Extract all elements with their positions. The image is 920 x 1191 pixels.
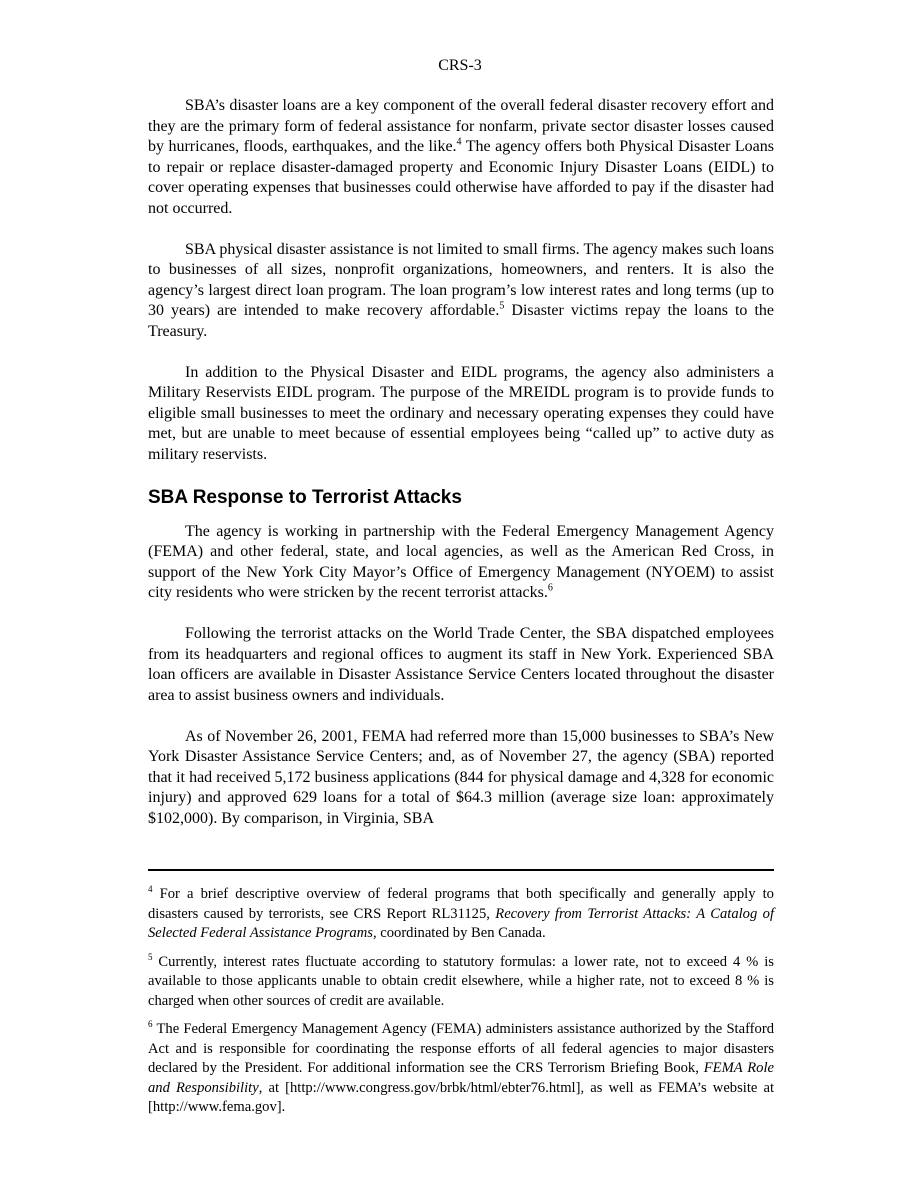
paragraph: Following the terrorist attacks on the World Trade Center, the SBA dispatched employees from its headquarters and regional offices to augment its staff in New York. Experienced SBA loan officers are available in Disaster Assistance Service Centers located throughout the disaster area to assist business owners and individuals.	[148, 625, 774, 704]
footnote-number: 6	[148, 1019, 153, 1030]
footnote-ref[interactable]: 5	[499, 300, 505, 312]
footnotes	[148, 885, 774, 1127]
paragraph: SBA physical disaster assistance is not limited to small firms. The agency makes such loans to businesses of all sizes, nonprofit organizations, homeowners, and renters. It is also the agency’s largest direct loan program. The loan program’s low interest rates and long terms (up to 30 years) are intended to make recovery affordable.$^5$ Disaster victims repay the loans to the Treasury.	[148, 240, 774, 340]
page-number: CRS-3	[438, 57, 482, 74]
footnote-ref[interactable]: 4	[456, 136, 462, 148]
paragraph: SBA’s disaster loans are a key component of the overall federal disaster recovery effort and they are the primary form of federal assistance for nonfarm, private sector disaster losses caused by hurricanes, floods, earthquakes, and the like.$^4$ The agency offers both Physical Disaster Loans to repair or replace disaster-damaged property and Economic Injury Disaster Loans (EIDL) to cover operating expenses that businesses could otherwise have afforded to pay if the disaster had not occurred.	[148, 97, 774, 217]
body-text	[148, 96, 774, 850]
footnote-number: 5	[148, 951, 153, 962]
footnote-ref[interactable]: 6	[547, 582, 553, 594]
footnote: $^5$ Currently, interest rates fluctuate according to statutory formulas: a lower rate, not to exceed 4 % is available to those applicants unable to obtain credit elsewhere, while a higher rate, not to exceed 8 % is charged when other sources of credit are available.	[148, 951, 774, 1009]
footnote: $^6$ The Federal Emergency Management Agency (FEMA) administers assistance authorized by the Stafford Act and is responsible for coordinating the response efforts of all federal agencies to major disasters declared by the President. For additional information see the CRS Terrorism Briefing Book, FEMA Role and Responsibility, at [http://www.congress.gov/brbk/html/ebter76.html], as well as FEMA’s website at [http://www.fema.gov].	[148, 1019, 775, 1115]
paragraph: The agency is working in partnership with the Federal Emergency Management Agency (FEMA) and other federal, state, and local agencies, as well as the American Red Cross, in support of the New York City Mayor’s Office of Emergency Management (NYOEM) to assist city residents who were stricken by the recent terrorist attacks.$^6$	[148, 522, 774, 601]
section-heading: SBA Response to Terrorist Attacks	[148, 486, 462, 508]
footnote-divider	[148, 869, 774, 871]
footnote: $^4$ For a brief descriptive overview of federal programs that both specifically and generally apply to disasters caused by terrorists, see CRS Report RL31125, Recovery from Terrorist Attacks: A Catalog of Selected Federal Assistance Programs, coordinated by Ben Canada.	[148, 884, 774, 941]
footnote-number: 4	[148, 884, 153, 895]
paragraph: In addition to the Physical Disaster and EIDL programs, the agency also administers a Military Reservists EIDL program. The purpose of the MREIDL program is to provide funds to eligible small businesses to meet the ordinary and necessary operating expenses they could have met, but are unable to meet because of essential employees being “called up” to active duty as military reservists.	[148, 363, 774, 463]
paragraph: As of November 26, 2001, FEMA had referred more than 15,000 businesses to SBA’s New York Disaster Assistance Service Centers; and, as of November 27, the agency (SBA) reported that it had received 5,172 business applications (844 for physical damage and 4,328 for economic injury) and approved 629 loans for a total of $64.3 million (average size loan: approximately $102,000). By comparison, in Virginia, SBA	[148, 727, 774, 827]
